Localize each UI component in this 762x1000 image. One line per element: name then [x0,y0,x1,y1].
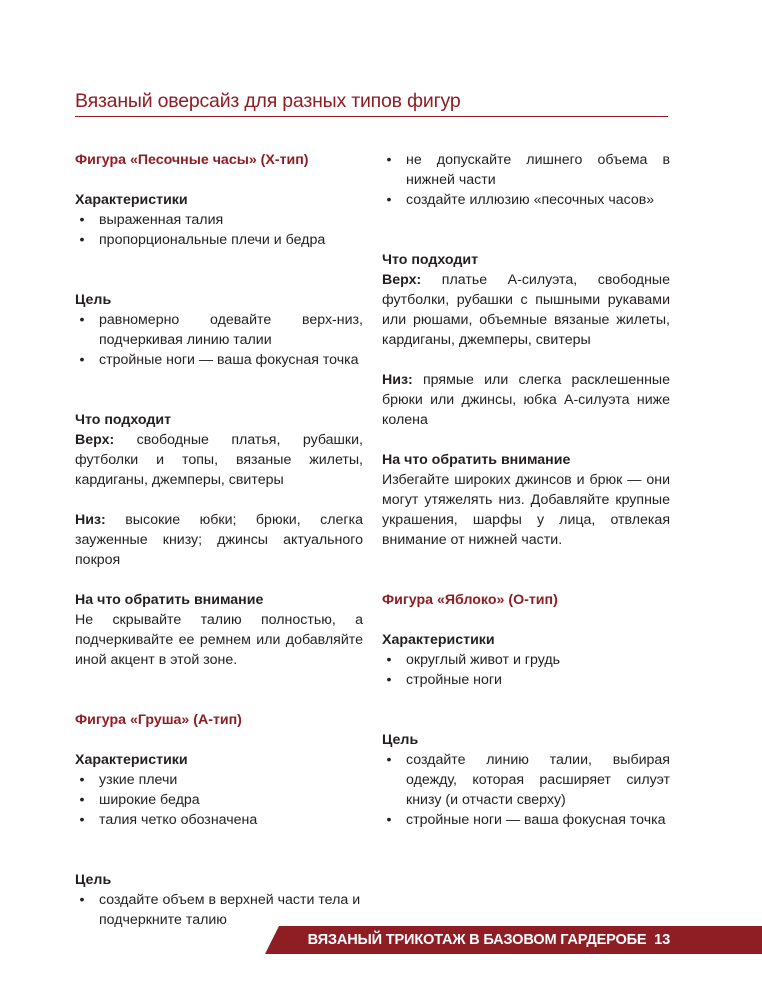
list-item: • равномерно одевайте верх-низ, подчеркивая линию талии [79,312,363,348]
list-item: • широкие бедра [79,792,200,808]
apple-title: Фигура «Яблоко» (О-тип) [382,592,558,608]
hourglass-characteristics-heading: Характеристики [75,192,188,208]
list-item: • создайте линию талии, выбирая одежду, которая расширяет силуэт книзу (и отчасти сверху) [386,752,670,808]
left-column [75,150,363,930]
hourglass-title: Фигура «Песочные часы» (Х-тип) [75,152,309,168]
pear-suits-heading: Что подходит [382,252,479,268]
apple-goal-heading: Цель [382,732,419,748]
pear-attention-heading: На что обратить внимание [382,452,571,468]
apple-characteristics-heading: Характеристики [382,632,495,648]
list-item: • стройные ноги — ваша фокусная точка [386,812,666,828]
title-divider [75,116,668,117]
right-column [382,150,670,830]
pear-characteristics-heading: Характеристики [75,752,188,768]
page-title: Вязаный оверсайз для разных типов фигур [75,90,461,112]
list-item: • создайте объем в верхней части тела и подчеркните талию [79,892,361,928]
list-item: • пропорциональные плечи и бедра [79,232,326,248]
list-item: • не допускайте лишнего объема в нижней части [386,152,670,188]
pear-attention-text: Избегайте широких джинсов и брюк — они могут утяжелять низ. Добавляйте крупные украшения, шарфы у лица, отвлекая внимание от нижней части. [382,472,670,548]
list-item: • создайте иллюзию «песочных часов» [386,192,655,208]
list-item: • стройные ноги — ваша фокусная точка [79,352,359,368]
list-item: • стройные ноги [386,672,502,688]
hourglass-suits-heading: Что подходит [75,412,172,428]
hourglass-top-paragraph: Верх: свободные платья, рубашки, футболки и топы, вязаные жилеты, кардиганы, джемперы, свитеры [75,432,363,488]
list-item: • талия четко обозначена [79,812,258,828]
list-item: • выраженная талия [79,212,224,228]
pear-title: Фигура «Груша» (А-тип) [75,712,242,728]
list-item: • узкие плечи [79,772,178,788]
footer-title: ВЯЗАНЫЙ ТРИКОТАЖ В БАЗОВОМ ГАРДЕРОБЕ [307,932,647,948]
pear-top-paragraph: Верх: платье А-силуэта, свободные футболки, рубашки с пышными рукавами или рюшами, объемные вязаные жилеты, кардиганы, джемперы, свитеры [382,272,670,348]
hourglass-bottom-paragraph: Низ: высокие юбки; брюки, слегка зауженные книзу; джинсы актуального покроя [75,512,363,568]
hourglass-goal-heading: Цель [75,292,112,308]
pear-bottom-paragraph: Низ: прямые или слегка расклешенные брюки или джинсы, юбка А-силуэта ниже колена [382,372,670,428]
running-footer [300,926,670,954]
page-number: 13 [654,932,670,948]
list-item: • округлый живот и грудь [386,652,561,668]
hourglass-attention-text: Не скрывайте талию полностью, а подчеркивайте ее ремнем или добавляйте иной акцент в этой зоне. [75,612,363,668]
pear-goal-heading: Цель [75,872,112,888]
hourglass-attention-heading: На что обратить внимание [75,592,264,608]
